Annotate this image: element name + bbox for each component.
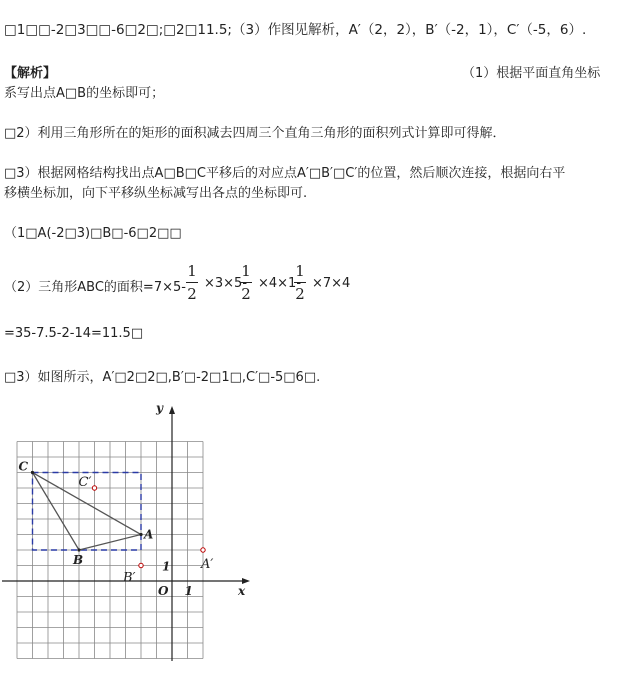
label-c-prime: C′ <box>78 475 92 490</box>
analysis-part1-cont: 系写出点A□B的坐标即可； <box>4 86 165 101</box>
x-tick-1: 1 <box>184 584 193 598</box>
fraction-half-3 <box>294 262 306 303</box>
solution-part3: □3）如图所示，A′□2□2□,B′□-2□1□,C′□-5□6□. <box>4 370 321 385</box>
label-c: C <box>18 459 29 474</box>
analysis-part3-line2: 移横坐标加，向下平移纵坐标减写出各点的坐标即可. <box>4 186 308 201</box>
origin-label: O <box>158 584 169 598</box>
label-a-prime: A′ <box>201 557 214 572</box>
label-b: B <box>73 553 84 567</box>
fraction-half-1 <box>186 262 198 303</box>
fraction-denominator: 2 <box>295 285 305 303</box>
y-axis-label: y <box>156 401 163 415</box>
fraction-denominator: 2 <box>187 285 197 303</box>
solution-part2-prefix: （2）三角形ABC的面积=7×5- <box>4 280 186 295</box>
analysis-part3-line1: □3）根据网格结构找出点A□B□C平移后的对应点A′□B′□C′的位置，然后顺次连接，根据向右平 <box>4 166 566 181</box>
label-b-prime: B′ <box>123 570 136 586</box>
fraction-numerator: 1 <box>295 262 305 280</box>
solution-part2-term3: ×7×4 <box>312 276 351 291</box>
solution-part1: （1□A(-2□3)□B□-6□2□□ <box>4 226 182 241</box>
point-a <box>139 533 142 536</box>
answer-line: □1□□-2□3□□-6□2□;□2□11.5;（3）作图见解析，A′（2，2），B′（-2，1），C′（-5，6）. <box>4 22 587 38</box>
point-b <box>77 548 80 551</box>
label-a: A <box>144 527 154 542</box>
coordinate-figure <box>0 396 260 666</box>
solution-part2-term1: ×3×5- <box>204 276 248 291</box>
axes <box>2 406 250 661</box>
solution-part2-term2: ×4×1- <box>258 276 302 291</box>
solution-part2-result: =35-7.5-2-14=11.5□ <box>4 326 144 341</box>
analysis-part1-right: （1）根据平面直角坐标 <box>462 66 601 81</box>
x-axis-label: x <box>238 584 246 598</box>
fraction-numerator: 1 <box>187 262 197 280</box>
point-c1 <box>92 486 96 490</box>
fraction-half-2 <box>240 262 252 303</box>
analysis-part2: □2）利用三角形所在的矩形的面积减去四周三个直角三角形的面积列式计算即可得解． <box>4 126 506 141</box>
fraction-numerator: 1 <box>241 262 251 280</box>
point-a1 <box>201 548 205 552</box>
y-tick-1: 1 <box>162 559 171 574</box>
point-b1 <box>139 563 143 567</box>
fraction-denominator: 2 <box>241 285 251 303</box>
figure-labels <box>19 401 247 598</box>
point-c <box>31 471 34 474</box>
analysis-heading: 【解析】 <box>4 66 57 81</box>
y-axis-arrow <box>169 406 175 414</box>
